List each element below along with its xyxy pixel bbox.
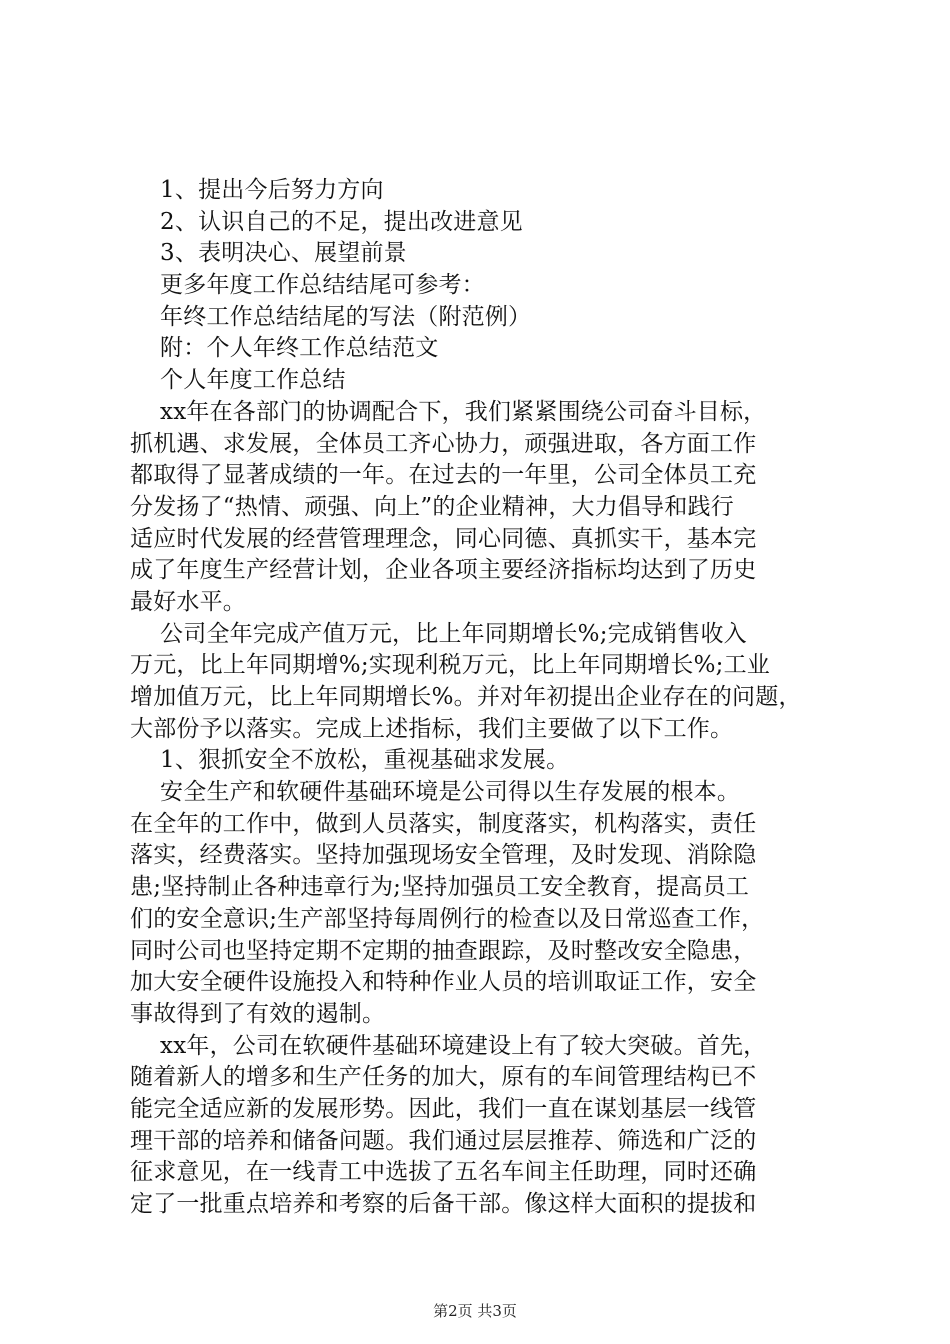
- text-line: 1、提出今后努力方向: [130, 177, 384, 203]
- text-line: 万元，比上年同期增%;实现利税万元，比上年同期增长%;工业: [130, 652, 771, 679]
- text-line: 同时公司也坚持定期不定期的抽查跟踪，及时整改安全隐患，: [130, 937, 757, 964]
- text-line: 3、表明决心、展望前景: [130, 240, 407, 267]
- text-line: 成了年度生产经营计划，企业各项主要经济指标均达到了历史: [130, 557, 757, 584]
- text-line: 们的安全意识;生产部坚持每周例行的检查以及日常巡查工作，: [130, 905, 765, 932]
- text-line: 分发扬了“热情、顽强、向上”的企业精神，大力倡导和践行: [130, 493, 734, 520]
- text-line: 理干部的培养和储备问题。我们通过层层推荐、筛选和广泛的: [130, 1127, 757, 1154]
- text-line: 附：个人年终工作总结范文: [130, 335, 439, 362]
- text-line: 征求意见，在一线青工中选拔了五名车间主任助理，同时还确: [130, 1159, 757, 1186]
- text-line: 2、认识自己的不足，提出改进意见: [130, 208, 523, 235]
- text-line: 患;坚持制止各种违章行为;坚持加强员工安全教育，提高员工: [130, 874, 750, 901]
- page-footer: 第2页 共3页: [433, 1302, 517, 1320]
- text-line: 增加值万元，比上年同期增长%。并对年初提出企业存在的问题，: [130, 684, 802, 710]
- document-body: [130, 175, 830, 1221]
- text-line: 更多年度工作总结结尾可参考：: [130, 272, 485, 299]
- text-line: 公司全年完成产值万元，比上年同期增长%;完成销售收入: [130, 620, 747, 647]
- text-line: 安全生产和软硬件基础环境是公司得以生存发展的根本。: [130, 779, 741, 806]
- text-line: 加大安全硬件设施投入和特种作业人员的培训取证工作，安全: [130, 969, 757, 996]
- text-line: 落实，经费落实。坚持加强现场安全管理，及时发现、消除隐: [130, 842, 757, 869]
- text-line: 适应时代发展的经营管理理念，同心同德、真抓实干，基本完: [130, 525, 757, 552]
- text-line: 在全年的工作中，做到人员落实，制度落实，机构落实，责任: [130, 810, 757, 837]
- text-line: xx年在各部门的协调配合下，我们紧紧围绕公司奋斗目标，: [130, 398, 767, 425]
- text-line: 都取得了显著成绩的一年。在过去的一年里，公司全体员工充: [130, 462, 757, 489]
- text-line: 抓机遇、求发展，全体员工齐心协力，顽强进取，各方面工作: [130, 430, 757, 457]
- text-line: xx年，公司在软硬件基础环境建设上有了较大突破。首先，: [130, 1032, 767, 1059]
- text-line: 个人年度工作总结: [130, 367, 346, 394]
- text-line: 大部份予以落实。完成上述指标，我们主要做了以下工作。: [130, 715, 734, 742]
- text-line: 最好水平。: [130, 588, 246, 615]
- text-line: 年终工作总结结尾的写法（附范例）: [130, 303, 532, 330]
- text-line: 定了一批重点培养和考察的后备干部。像这样大面积的提拔和: [130, 1191, 757, 1217]
- text-line: 1、狠抓安全不放松，重视基础求发展。: [130, 747, 570, 774]
- text-line: 事故得到了有效的遏制。: [130, 1000, 386, 1027]
- text-line: 随着新人的增多和生产任务的加大，原有的车间管理结构已不: [130, 1064, 757, 1091]
- text-line: 能完全适应新的发展形势。因此，我们一直在谋划基层一线管: [130, 1095, 757, 1122]
